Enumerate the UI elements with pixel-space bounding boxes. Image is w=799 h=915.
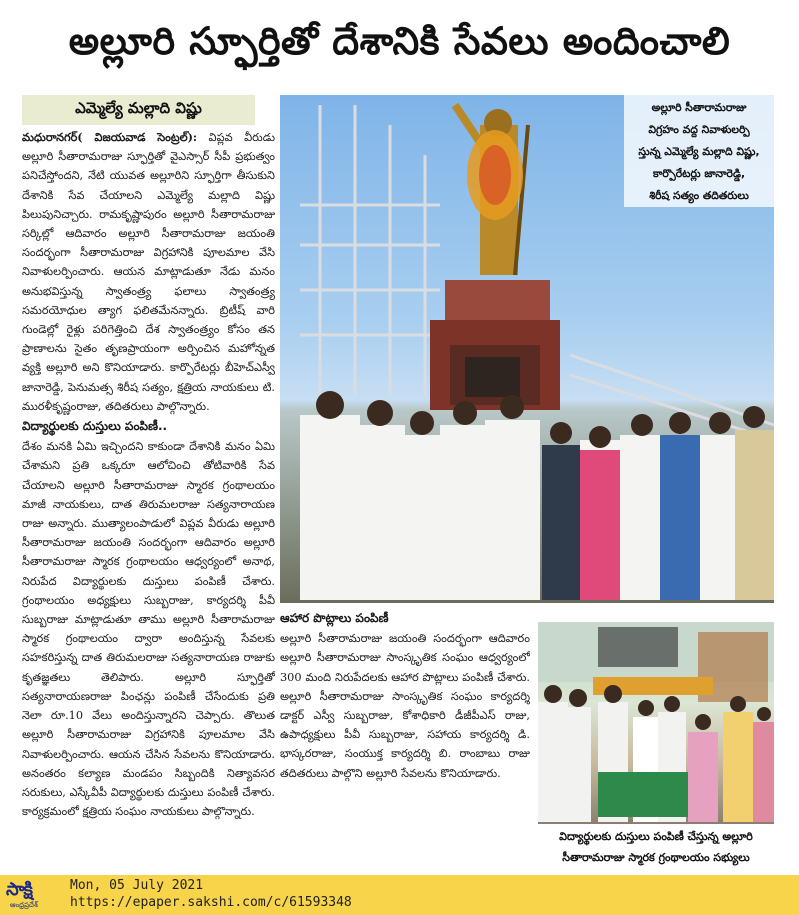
paragraph-1-text: విప్లవ వీరుడు అల్లూరి సీతారామరాజు స్ఫూర్తితో వైఎస్సార్ సీపీ ప్రభుత్వం పనిచేస్తోందని, నేటి యువత అల్లూరిని స్ఫూర్తిగా తీసుకుని దేశానికి సేవ చేయాలని ఎమ్మెల్యే మల్లాది విష్ణు పిలుపునిచ్చారు. రామకృష్ణాపురం అల్లూరి సీతారామరాజు సర్కిల్లో ఆదివారం అల్లూరి సీతారామరాజు జయంతి సందర్భంగా సీతారామరాజు విగ్రహానికి పూలమాల వేసి నివాళులర్పించారు. ఆయన మాట్లాడుతూ నేడు మనం అనుభవిస్తున్న స్వాతంత్ర్య ఫలాలు స్వాతంత్ర్య సమరయోధుల త్యాగ ఫలితమేనన్నారు. బ్రిటీష్ వారి గుండెల్లో రైళ్లు పరిగెత్తించి దేశ స్వాతంత్ర్యం కోసం తన ప్రాణాలను సైతం తృణప్రాయంగా అర్పించిన మహోన్నత వ్యక్తి అల్లూరి అని కొనియాడారు. కార్పొరేటర్లు బీహెచ్ఎస్వీ జానారెడ్డి, పెనుమత్స శిరీష సత్యం, క్షత్రియ నాయకులు టి. మురళీకృష్ణంరాజు, తదితరులు పాల్గొన్నారు. xyxy=(22,131,275,413)
subheading-food-packets: ఆహార పొట్లాలు పంపిణీ xyxy=(280,611,389,625)
caption-line: విగ్రహం వద్ద నివాళులర్పి xyxy=(648,123,750,136)
photo-clothes-distribution xyxy=(538,622,774,824)
photo-caption-bottom xyxy=(538,826,774,874)
photo-caption-top xyxy=(624,95,774,207)
logo-subtext: ఆంధ్రప్రదేశ్ xyxy=(10,901,38,909)
photo-distribution-illustration xyxy=(538,622,774,824)
caption-line: అల్లూరి సీతారామరాజు xyxy=(651,101,747,114)
caption-line: కార్పొరేటర్లు జానారెడ్డి, xyxy=(652,167,746,180)
article-paragraph-3: అల్లూరి సీతారామరాజు జయంతి సందర్భంగా ఆదివారం అల్లూరి సీతారామరాజు సాంస్కృతిక సంఘం ఆధ్వర్యంలో 300 మంది నిరుపేదలకు ఆహార పొట్లాలు పంపిణీ చేశారు. అల్లూరి సీతారామరాజు సాంస్కృతిక సంఘం కార్యదర్శి డాక్టర్ ఎస్వీ సుబ్బరాజు, కోశాధికారి డీజీపీఎస్ రాజు, ఉపాధ్యక్షులు పీవీ సుబ్బరాజు, సహాయ కార్యదర్శి డి. భాస్కరరాజు, సంయుక్త కార్యదర్శి బి. రాంబాబు రాజు తదితరులు పాల్గొని అల్లూరి సేవలను కొనియాడారు. xyxy=(280,632,530,780)
caption-line: స్తున్న ఎమ్మెల్యే మల్లాది విష్ణు, xyxy=(638,145,760,158)
dateline: మధురానగర్( విజయవాడ సెంట్రల్): xyxy=(22,130,198,144)
caption-line: సీతారామరాజు స్మారక గ్రంథాలయం సభ్యులు xyxy=(562,851,750,864)
sakshi-logo[interactable] xyxy=(6,879,62,911)
subheadline: ఎమ్మెల్యే మల్లాది విష్ణు xyxy=(22,95,255,125)
logo-wordmark: సాక్షి xyxy=(6,879,32,900)
article-column-2 xyxy=(280,608,530,873)
article-column-1 xyxy=(22,128,275,873)
caption-line: విద్యార్థులకు దుస్తులు పంపిణీ చేస్తున్న అల్లూరి xyxy=(559,830,753,843)
edition-date: Mon, 05 July 2021 xyxy=(70,878,204,893)
article-paragraph-2: దేశం మనకి ఏమి ఇచ్చిందని కాకుండా దేశానికి మనం ఏమి చేశామని ప్రతి ఒక్కరూ ఆలోచించి తోటివారికి సేవ చేయాలని అల్లూరి సీతారామరాజు స్మారక గ్రంథాలయం మాజీ నాయకులు, దాత తిరుమలరాజు సత్యనారాయణ రాజు అన్నారు. ముత్యాలంపాడులో విప్లవ వీరుడు అల్లూరి సీతారామరాజు జయంతి సందర్భంగా ఆదివారం అల్లూరి సీతారామరాజు స్మారక గ్రంథాలయం ఆధ్వర్యంలో అనాథ, నిరుపేద విద్యార్థులకు దుస్తులు పంపిణీ చేశారు. గ్రంథాలయం అధ్యక్షులు సుబ్బరాజు, కార్యదర్శి పీవీ సుబ్బరాజు మాట్లాడుతూ తాము అల్లూరి సీతారామరాజు స్మారక గ్రంథాలయం ద్వారా అందిస్తున్న సేవలకు సహకరిస్తున్న దాత తిరుమలరాజు సత్యనారాయణ రాజుకు కృతజ్ఞతలు తెలిపారు. అల్లూరి స్ఫూర్తితో సత్యనారాయణరాజు పింఛన్లు పంపిణీ చేసేందుకు ప్రతి నెలా రూ.10 వేలు అందిస్తున్నారని చెప్పారు. తొలుత అల్లూరి సీతారామరాజు విగ్రహానికి పూలమాల వేసి నివాళులర్పించారు. ఆయన చేసిన సేవలను కొనియాడారు. అనంతరం కల్యాణ మండపం సిబ్బందికి నిత్యావసర సరుకులు, ఎస్కేవీపీ విద్యార్థులకు దుస్తులు పంపిణీ చేశారు. కార్యక్రమంలో క్షత్రియ సంఘం నాయకులు పాల్గొన్నారు. xyxy=(22,440,275,819)
footer-bar xyxy=(0,875,799,915)
subheading-clothes: విద్యార్థులకు దుస్తులు పంపిణీ.. xyxy=(22,419,168,434)
caption-line: శిరీష సత్యం తదితరులు xyxy=(649,189,749,202)
article-paragraph-1 xyxy=(22,128,275,416)
epaper-url[interactable]: https://epaper.sakshi.com/c/61593348 xyxy=(70,895,352,910)
headline: అల్లూరి స్ఫూర్తితో దేశానికి సేవలు అందించాలి xyxy=(68,19,731,63)
